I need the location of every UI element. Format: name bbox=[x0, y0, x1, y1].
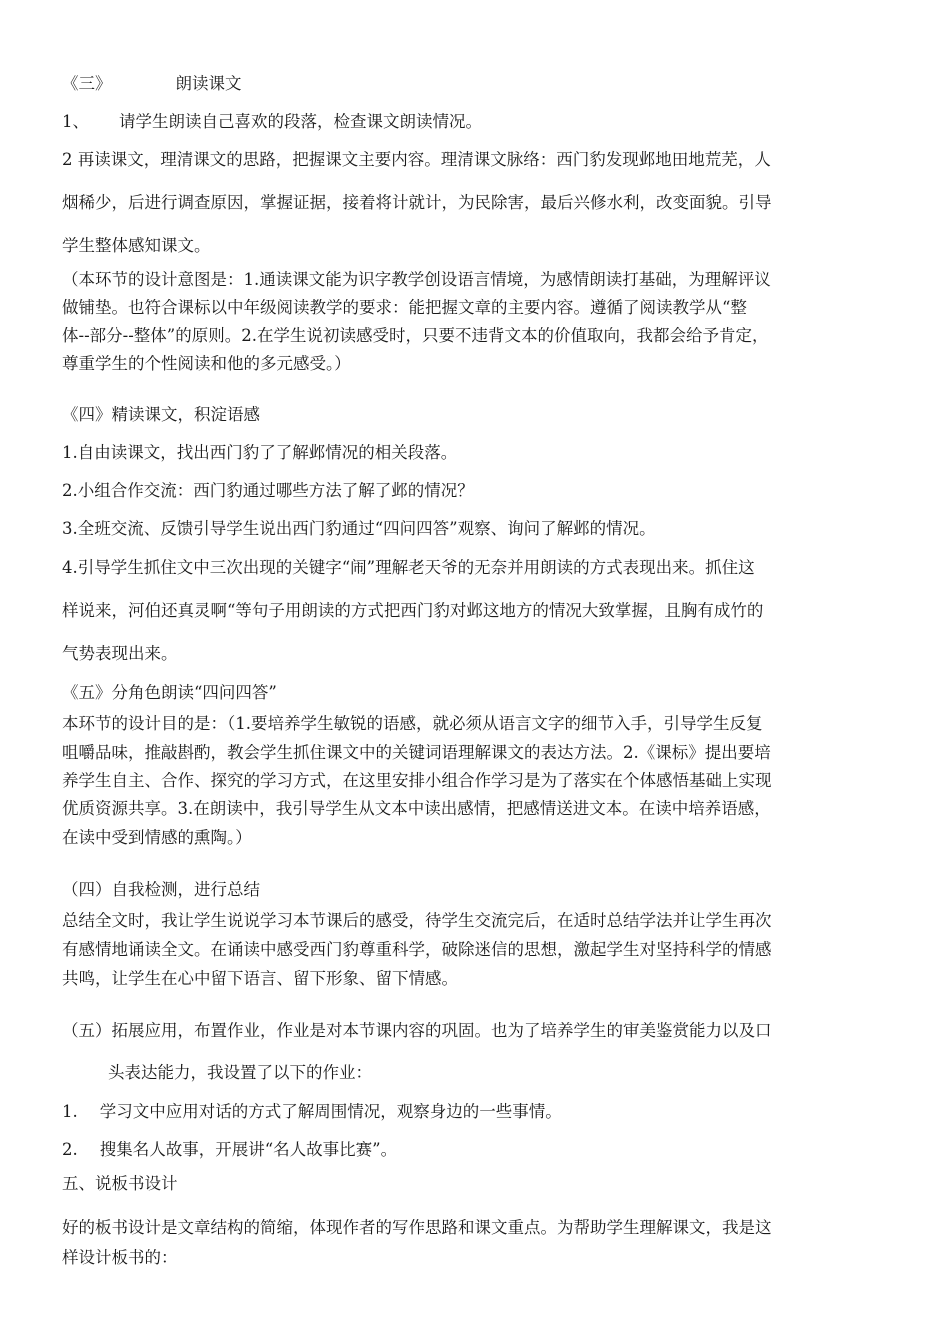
section5-note-line-3: 养学生自主、合作、探究的学习方式，在这里安排小组合作学习是为了落实在个体感悟基础上实现 bbox=[62, 771, 772, 790]
section4-heading: 《四》精读课文，积淀语感 bbox=[62, 405, 260, 424]
section3-note-line-4: 尊重学生的个性阅读和他的多元感受。） bbox=[62, 354, 351, 373]
section3-note-line-3: 体--部分--整体”的原则。2.在学生说初读感受时，只要不违背文本的价值取向，我都会给予肯定， bbox=[62, 326, 769, 345]
homework-item-1 bbox=[62, 1104, 562, 1121]
section5-note-line-5: 在读中受到情感的熏陶。） bbox=[62, 828, 252, 847]
list-number: 2. bbox=[62, 1140, 78, 1159]
section3-heading-text: 朗读课文 bbox=[175, 74, 242, 93]
final-line-1: 好的板书设计是文章结构的简缩，体现作者的写作思路和课文重点。为帮助学生理解课文，我是这 bbox=[62, 1218, 772, 1237]
section5-note-line-1: 本环节的设计目的是：（1.要培养学生敏锐的语感，就必须从语言文字的细节入手，引导学生反复 bbox=[62, 714, 763, 733]
final-line-2: 样设计板书的： bbox=[62, 1248, 178, 1267]
section5-heading: 《五》分角色朗读“四问四答” bbox=[62, 683, 277, 702]
section3-item-2-line-3: 学生整体感知课文。 bbox=[62, 236, 211, 255]
section5-note-line-2: 咀嚼品味，推敲斟酌，教会学生抓住课文中的关键词语理解课文的表达方法。2.《课标》提出要培 bbox=[62, 743, 771, 762]
section5-note-line-4: 优质资源共享。3.在朗读中，我引导学生从文本中读出感情，把感情送进文本。在读中培养语感， bbox=[62, 799, 771, 818]
part5-line-2: 头表达能力，我设置了以下的作业： bbox=[108, 1063, 372, 1082]
part4-heading: （四）自我检测，进行总结 bbox=[62, 880, 260, 899]
section4-item-4-line-1: 4.引导学生抓住文中三次出现的关键字“闹”理解老天爷的无奈并用朗读的方式表现出来。抓住这 bbox=[62, 558, 755, 577]
list-text: 学习文中应用对话的方式了解周围情况，观察身边的一些事情。 bbox=[99, 1102, 562, 1121]
part4-line-2: 有感情地诵读全文。在诵读中感受西门豹尊重科学，破除迷信的思想，激起学生对坚持科学的情感 bbox=[62, 940, 772, 959]
list-text: 请学生朗读自己喜欢的段落，检查课文朗读情况。 bbox=[119, 112, 482, 131]
section4-item-2: 2.小组合作交流：西门豹通过哪些方法了解了邺的情况？ bbox=[62, 481, 474, 500]
section4-item-3: 3.全班交流、反馈引导学生说出西门豹通过“四问四答”观察、询问了解邺的情况。 bbox=[62, 519, 656, 538]
section4-item-4-line-2: 样说来，河伯还真灵啊“等句子用朗读的方式把西门豹对邺这地方的情况大致掌握，且胸有成竹的 bbox=[62, 601, 764, 620]
section4-item-1: 1.自由读课文，找出西门豹了了解邺情况的相关段落。 bbox=[62, 443, 458, 462]
list-number: 1. bbox=[62, 1102, 78, 1121]
section3-heading bbox=[62, 76, 242, 93]
part4-line-3: 共鸣，让学生在心中留下语言、留下形象、留下情感。 bbox=[62, 969, 458, 988]
section3-heading-number: 《三》 bbox=[62, 74, 112, 93]
list-text: 搜集名人故事，开展讲“名人故事比赛”。 bbox=[99, 1140, 398, 1159]
section3-item-2-line-1: 2 再读课文，理清课文的思路，把握课文主要内容。理清课文脉络：西门豹发现邺地田地荒芜，人 bbox=[62, 150, 771, 169]
list-number: 1、 bbox=[62, 112, 89, 131]
section3-item-1 bbox=[62, 114, 482, 131]
section3-note-line-2: 做铺垫。也符合课标以中年级阅读教学的要求：能把握文章的主要内容。遵循了阅读教学从“整 bbox=[62, 298, 747, 317]
section4-item-4-line-3: 气势表现出来。 bbox=[62, 644, 178, 663]
homework-item-2 bbox=[62, 1142, 397, 1159]
section3-item-2-line-2: 烟稀少，后进行调查原因，掌握证据，接着将计就计，为民除害，最后兴修水利，改变面貌。引导 bbox=[62, 193, 772, 212]
section-five-heading: 五、说板书设计 bbox=[62, 1174, 178, 1193]
part4-line-1: 总结全文时，我让学生说说学习本节课后的感受，待学生交流完后，在适时总结学法并让学生再次 bbox=[62, 911, 772, 930]
part5-line-1: （五）拓展应用，布置作业，作业是对本节课内容的巩固。也为了培养学生的审美鉴赏能力以及口 bbox=[62, 1021, 772, 1040]
section3-note-line-1: （本环节的设计意图是：1.通读课文能为识字教学创设语言情境，为感情朗读打基础，为理解评议 bbox=[62, 270, 771, 289]
